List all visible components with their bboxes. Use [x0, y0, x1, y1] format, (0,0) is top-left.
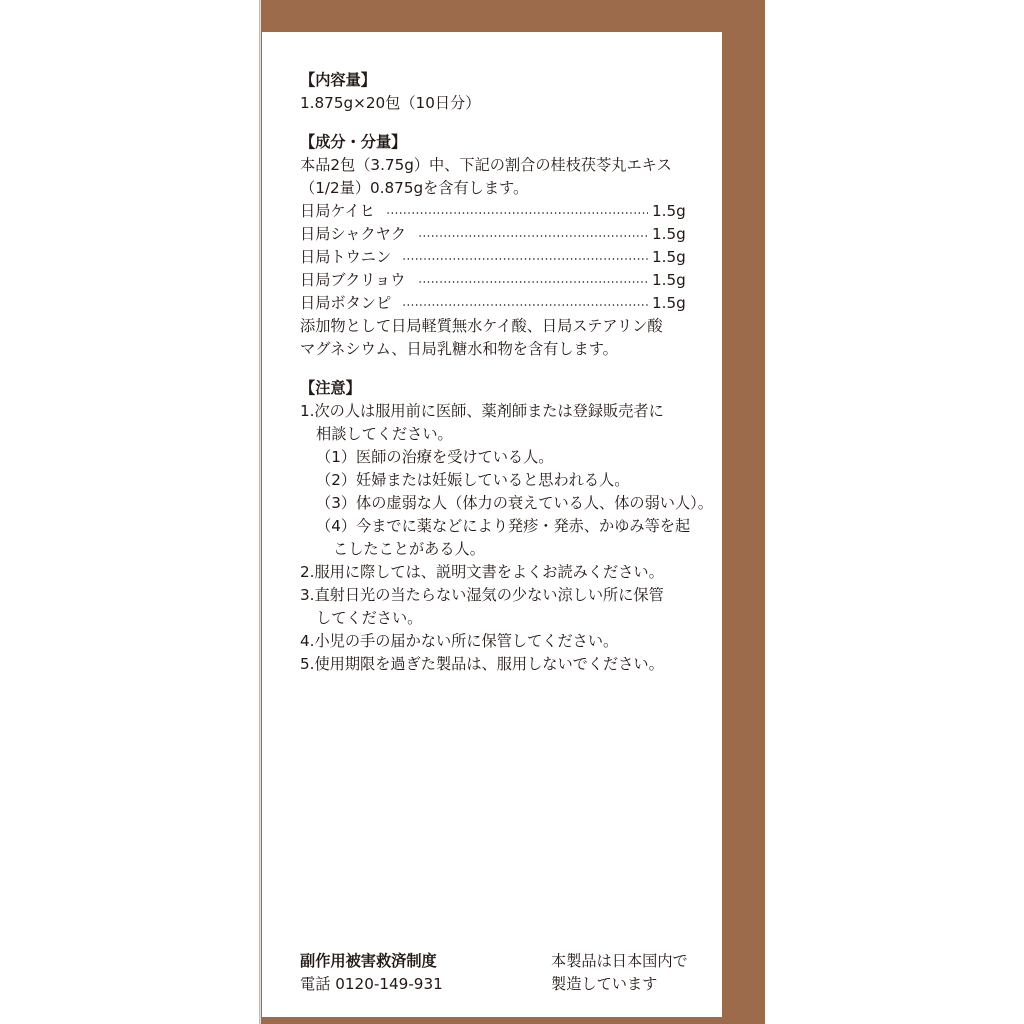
content-text: 1.875g×20包（10日分）: [300, 94, 481, 112]
ingredient-amount: 1.5g: [652, 248, 686, 266]
caution-sub-3: （3）体の虚弱な人（体力の衰えている人、体の弱い人）。: [316, 494, 713, 512]
caution-item-3-line-1: 3.直射日光の当たらない湿気の少ない涼しい所に保管: [300, 586, 664, 604]
ingredient-row: [0, 292, 700, 314]
caution-item-5: 5.使用期限を過ぎた製品は、服用しないでください。: [300, 655, 664, 673]
caution-item-3-line-2: してください。: [316, 609, 423, 627]
relief-system-phone: 電話 0120-149-931: [300, 975, 443, 993]
caution-item-1-line-2: 相談してください。: [316, 425, 453, 443]
ingredient-amount: 1.5g: [652, 294, 686, 312]
leader-dots: [418, 281, 648, 283]
leader-dots: [402, 304, 648, 306]
ingredients-intro-line-2: （1/2量）0.875gを含有します。: [300, 179, 529, 197]
caution-sub-4-line-1: （4）今までに薬などにより発疹・発赤、かゆみ等を起: [316, 517, 691, 535]
leader-dots: [402, 258, 648, 260]
caution-item-1-line-1: 1.次の人は服用前に医師、薬剤師または登録販売者に: [300, 402, 664, 420]
ingredient-row: [0, 223, 700, 245]
ingredient-name: 日局トウニン: [300, 248, 392, 266]
ingredient-row: [0, 269, 700, 291]
caution-sub-1: （1）医師の治療を受けている人。: [316, 448, 554, 466]
ingredient-amount: 1.5g: [652, 202, 686, 220]
ingredient-name: 日局ブクリョウ: [300, 271, 406, 289]
ingredient-amount: 1.5g: [652, 225, 686, 243]
content-heading: 【内容量】: [300, 71, 376, 89]
ingredients-intro-line-1: 本品2包（3.75g）中、下記の割合の桂枝茯苓丸エキス: [300, 156, 672, 174]
caution-item-2: 2.服用に際しては、説明文書をよくお読みください。: [300, 563, 664, 581]
caution-item-4: 4.小児の手の届かない所に保管してください。: [300, 632, 619, 650]
caution-heading: 【注意】: [300, 379, 361, 397]
ingredient-name: 日局ボタンピ: [300, 294, 392, 312]
relief-system-title: 副作用被害救済制度: [300, 952, 437, 970]
ingredient-name: 日局ケイヒ: [300, 202, 375, 220]
leader-dots: [418, 235, 648, 237]
leader-dots: [386, 212, 648, 214]
additives-line-1: 添加物として日局軽質無水ケイ酸、日局ステアリン酸: [300, 317, 663, 335]
ingredients-heading: 【成分・分量】: [300, 133, 407, 151]
ingredient-row: [0, 200, 700, 222]
made-in-japan-line-2: 製造しています: [551, 975, 658, 993]
caution-sub-4-line-2: こしたことがある人。: [333, 540, 485, 558]
made-in-japan-line-1: 本製品は日本国内で: [551, 952, 688, 970]
ingredient-name: 日局シャクヤク: [300, 225, 407, 243]
ingredient-row: [0, 246, 700, 268]
caution-sub-2: （2）妊婦または妊娠していると思われる人。: [316, 471, 630, 489]
additives-line-2: マグネシウム、日局乳糖水和物を含有します。: [300, 340, 618, 358]
ingredient-amount: 1.5g: [652, 271, 686, 289]
